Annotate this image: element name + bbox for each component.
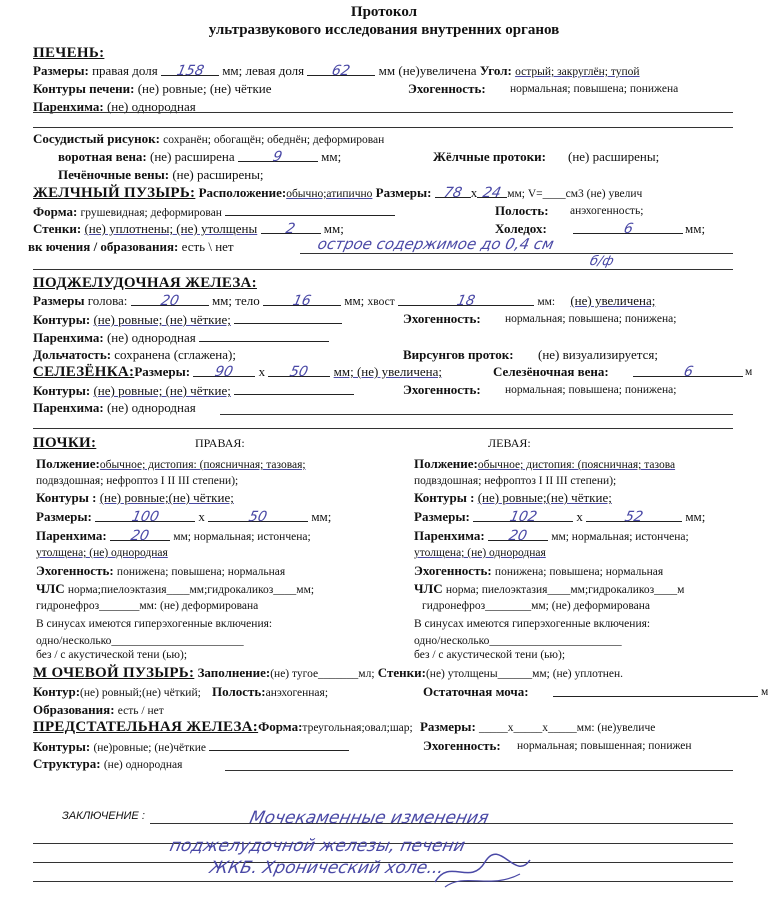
gb-walls-value: 2 — [284, 221, 297, 237]
choledoch-value: 6 — [621, 221, 635, 237]
spleen-parenchyma-options: (не) однородная — [106, 400, 196, 415]
liver-heading: ПЕЧЕНЬ: — [33, 45, 105, 61]
lk-size-a: 102 — [508, 509, 539, 525]
lk-contours-label: Контуры : — [414, 490, 475, 505]
gb-shape-label: Форма: — [33, 204, 78, 219]
lk-sinus: В синусах имеются гиперэхогенные включения: — [414, 618, 651, 630]
liver-contours-label: Контуры печени: — [33, 81, 135, 96]
lk-position-options: обычное; дистопия: (поясничная; тазова — [477, 459, 676, 471]
pancreas-head-label: голова: — [87, 293, 128, 308]
prostate-row — [33, 718, 768, 736]
wirsung-options: (не) визуализируется; — [538, 347, 658, 362]
mm-unit: мм; — [311, 509, 332, 524]
pancreas-heading: ПОДЖЕЛУДОЧНАЯ ЖЕЛЕЗА: — [33, 275, 257, 291]
bladder-formations-options: есть / нет — [117, 705, 164, 717]
pancreas-echo-label: Эхогенность: — [403, 311, 481, 326]
bladder-walls-options: (не) утолщены______мм; (не) уплотнен. — [425, 668, 624, 680]
lk-sinus-2: одно/несколько_______________________ — [414, 635, 622, 647]
gb-size-label: Размеры: — [375, 185, 432, 200]
portal-label: воротная вена: — [58, 149, 147, 164]
pancreas-lobularity-row — [33, 346, 768, 364]
pancreas-contours-options: (не) ровные; (не) чёткие; — [93, 312, 231, 327]
right-lobe-value: 158 — [174, 63, 205, 79]
spleen-echo-options: нормальная; повышена; понижена; — [505, 384, 677, 396]
pancreas-body-label: тело — [235, 293, 260, 308]
rk-position-line2: подвздошная; нефроптоз I II III степени); — [36, 475, 239, 487]
mm-unit: мм; — [685, 509, 706, 524]
lk-contours-options: (не) ровные;(не) чёткие; — [477, 490, 612, 505]
liver-echo-options: нормальная; повышена; понижена — [510, 83, 679, 95]
pancreas-head-field[interactable] — [131, 292, 209, 309]
lk-echo-row — [414, 562, 768, 580]
right-lobe-field[interactable] — [161, 62, 219, 79]
kidney-left-label: ЛЕВАЯ: — [488, 436, 531, 450]
bladder-fill-label: Заполнение: — [197, 665, 271, 680]
gb-size-b-field[interactable] — [477, 184, 507, 201]
mm-unit: мм; — [222, 63, 243, 78]
spleen-size-a: 90 — [213, 364, 235, 380]
rk-contours-options: (не) ровные;(не) чёткие; — [99, 490, 234, 505]
prostate-contours-row — [33, 737, 768, 755]
hepatic-options: (не) расширены; — [172, 167, 264, 182]
rk-hydro: гидронефроз_______мм: (не) деформирована — [36, 600, 259, 612]
prostate-contours-options: (не)ровные; (не)чёткие — [93, 742, 207, 754]
rk-contours-label: Контуры : — [36, 490, 97, 505]
pancreas-size-label: Размеры — [33, 293, 85, 308]
lk-parenchyma-line2: утолщена; (не) однородная — [414, 547, 546, 559]
gb-volume: мм; V=____см3 (не) увелич — [507, 188, 643, 200]
lobularity-options: сохранена (сглажена); — [114, 347, 236, 362]
liver-parenchyma-options: (не) однородная — [106, 99, 196, 114]
spleen-contours-options: (не) ровные; (не) чёткие; — [93, 383, 231, 398]
rk-cls-label: ЧЛС — [36, 581, 65, 596]
signature-scribble — [430, 852, 540, 892]
rk-position-options: обычное; дистопия: (поясничная; тазовая; — [99, 459, 306, 471]
angle-options: острый; закруглён; тупой — [515, 66, 640, 78]
conclusion-line-1: Мочекаменные изменения — [247, 808, 491, 828]
hepatic-label: Печёночные вены: — [58, 167, 170, 182]
lk-size-a-field[interactable] — [473, 508, 573, 525]
pancreas-parenchyma-row — [33, 328, 768, 346]
mm-unit: м — [745, 366, 753, 378]
x-sign: х — [198, 509, 205, 524]
prostate-heading: ПРЕДСТАТЕЛЬНАЯ ЖЕЛЕЗА: — [33, 719, 259, 735]
rk-sinus-3: без / с акустической тени (ью); — [36, 649, 188, 661]
lk-parenchyma-line2-row — [414, 544, 768, 562]
lk-echo-label: Эхогенность: — [414, 563, 492, 578]
portal-options: (не) расширена — [150, 149, 235, 164]
spleen-vein-label: Селезёночная вена: — [493, 364, 609, 379]
rk-size-b-field[interactable] — [208, 508, 308, 525]
rk-parenchyma-label: Паренхима: — [36, 528, 107, 543]
prostate-shape-options: треугольная;овал;шар; — [302, 722, 413, 734]
mm-unit: мм: — [537, 296, 556, 308]
liver-size-row — [33, 62, 768, 80]
pancreas-tail-label: хвост — [367, 296, 395, 308]
liver-enlarged: мм (не)увеличена — [378, 63, 477, 78]
prostate-structure-label: Структура: — [33, 756, 101, 771]
bile-label: Жёлчные протоки: — [433, 149, 546, 164]
spleen-size-a-field[interactable] — [193, 363, 255, 380]
liver-echo-label: Эхогенность: — [408, 81, 486, 96]
rk-size-a: 100 — [130, 509, 161, 525]
liver-contours-row — [33, 80, 768, 98]
lk-position-row — [414, 455, 768, 473]
lk-size-row — [414, 508, 768, 526]
pancreas-body-value: 16 — [291, 293, 313, 309]
bladder-contour-options: (не) ровный;(не) чёткий; — [80, 687, 201, 699]
right-lobe-label: правая доля — [92, 63, 158, 78]
x-sign: х — [576, 509, 583, 524]
spleen-enlarged: мм; (не) увеличена; — [333, 364, 443, 379]
rk-sinus-2: одно/несколько_______________________ — [36, 635, 244, 647]
lobularity-label: Дольчатость: — [33, 347, 112, 362]
portal-value: 9 — [271, 149, 285, 165]
bladder-contour-label: Контур: — [33, 684, 81, 699]
rk-size-b: 50 — [247, 509, 269, 525]
gb-size-a: 78 — [442, 185, 464, 201]
spleen-size-b-field[interactable] — [268, 363, 330, 380]
gb-inclusions-note-1: острое содержимое до 0,4 см — [316, 235, 556, 253]
rk-parenchyma-line2: утолщена; (не) однородная — [36, 547, 168, 559]
bladder-contour-row — [33, 683, 768, 701]
pancreas-parenchyma-label: Паренхима: — [33, 330, 104, 345]
page-subtitle: ультразвукового исследования внутренних органов — [208, 22, 560, 38]
pancreas-enlarged: (не) увеличена; — [570, 293, 656, 308]
bladder-row — [33, 664, 768, 682]
prostate-contours-field[interactable] — [209, 737, 349, 751]
pancreas-size-row — [33, 292, 768, 310]
vascular-label: Сосудистый рисунок: — [33, 131, 160, 146]
spleen-vein-field[interactable] — [633, 363, 743, 380]
spleen-heading: СЕЛЕЗЁНКА: — [33, 364, 135, 380]
choledoch-label: Холедох: — [495, 221, 547, 236]
rk-position-label: Полжение: — [36, 456, 100, 471]
bladder-cavity-options: анэхогенная; — [265, 687, 329, 699]
gb-shape-field[interactable] — [225, 202, 395, 216]
gb-shape-row — [33, 202, 768, 220]
lk-parenchyma-options: мм; нормальная; истончена; — [551, 531, 689, 543]
gb-shape-options: грушевидная; деформирован — [80, 207, 222, 219]
pancreas-parenchyma-options: (не) однородная — [106, 330, 196, 345]
lk-echo-options: понижена; повышена; нормальная — [494, 566, 664, 578]
lk-hydro: гидронефроз________мм; (не) деформирована — [422, 600, 650, 612]
bladder-heading: М ОЧЕВОЙ ПУЗЫРЬ: — [33, 665, 195, 681]
prostate-contours-label: Контуры: — [33, 739, 91, 754]
bile-options: (не) расширены; — [568, 149, 660, 164]
rk-echo-options: понижена; повышена; нормальная — [116, 566, 286, 578]
spleen-size-row — [33, 363, 768, 381]
pancreas-contours-label: Контуры: — [33, 312, 91, 327]
prostate-shape-label: Форма: — [258, 719, 303, 734]
conclusion-line-3: ЖКБ. Хронический холе... — [207, 858, 446, 878]
choledoch-field[interactable] — [573, 220, 683, 237]
angle-label: Угол: — [479, 63, 512, 78]
kidneys-heading-row — [33, 434, 768, 452]
liver-size-label: Размеры: — [33, 63, 89, 78]
kidneys-heading: ПОЧКИ: — [33, 435, 97, 451]
residual-unit: м — [761, 686, 768, 698]
prostate-size-label: Размеры: — [419, 719, 476, 734]
liver-heading-row — [33, 44, 768, 62]
rk-parenchyma-value: 20 — [129, 528, 151, 544]
pancreas-contours-field[interactable] — [234, 310, 342, 324]
spleen-echo-label: Эхогенность: — [403, 382, 481, 397]
hepatic-row — [58, 166, 768, 184]
gb-cavity-label: Полость: — [495, 203, 549, 218]
rk-echo-label: Эхогенность: — [36, 563, 114, 578]
lk-cls-label: ЧЛС — [414, 581, 443, 596]
gb-location-label: Расположение: — [198, 185, 287, 200]
gb-location-options: обычно;атипично — [286, 188, 373, 200]
left-lobe-field[interactable] — [307, 62, 375, 79]
left-lobe-label: левая доля — [245, 63, 305, 78]
gb-inclusions-label: вк ючения / образования: — [28, 239, 179, 254]
liver-contours-options: (не) ровные; (не) чёткие — [137, 81, 272, 96]
lk-size-b-field[interactable] — [586, 508, 682, 525]
bladder-formations-label: Образования: — [33, 702, 115, 717]
lk-size-b: 52 — [623, 509, 645, 525]
gallbladder-heading: ЖЕЛЧНЫЙ ПУЗЫРЬ: — [33, 185, 196, 201]
rk-size-a-field[interactable] — [95, 508, 195, 525]
mm-unit: мм; — [323, 221, 344, 236]
spleen-size-b: 50 — [288, 364, 310, 380]
gallbladder-row — [33, 184, 768, 202]
pancreas-tail-value: 18 — [455, 293, 477, 309]
pancreas-head-value: 20 — [159, 293, 181, 309]
gb-size-b: 24 — [481, 185, 503, 201]
kidney-right-label: ПРАВАЯ: — [195, 436, 245, 450]
bladder-walls-label: Стенки: — [377, 665, 426, 680]
bladder-formations-row — [33, 701, 768, 719]
lk-cls-options: норма; пиелоэктазия____мм;гидрокаликоз____м — [445, 584, 685, 596]
mm-unit: мм; — [344, 293, 365, 308]
prostate-echo-label: Эхогенность: — [423, 738, 501, 753]
lk-position-label: Полжение: — [414, 456, 478, 471]
prostate-echo-options: нормальная; повышенная; понижен — [517, 740, 692, 752]
pancreas-contours-row — [33, 310, 768, 328]
pancreas-echo-options: нормальная; повышена; понижена; — [505, 313, 677, 325]
liver-parenchyma-row — [33, 98, 768, 116]
lk-parenchyma-field[interactable] — [488, 527, 548, 544]
rk-sinus: В синусах имеются гиперэхогенные включения: — [36, 618, 273, 630]
pancreas-parenchyma-field[interactable] — [199, 328, 329, 342]
gb-walls-options: (не) уплотнены; (не) утолщены — [84, 221, 258, 236]
lk-size-label: Размеры: — [414, 509, 470, 524]
vascular-row — [33, 130, 768, 148]
rk-size-label: Размеры: — [36, 509, 92, 524]
lk-sinus-3: без / с акустической тени (ью); — [414, 649, 566, 661]
pancreas-heading-row — [33, 274, 768, 292]
lk-cls-row — [414, 580, 768, 598]
portal-row — [58, 148, 768, 166]
residual-label: Остаточная моча: — [423, 684, 529, 699]
bladder-cavity-label: Полость: — [212, 684, 266, 699]
gb-inclusions-options: есть \ нет — [181, 239, 234, 254]
left-lobe-value: 62 — [330, 63, 353, 79]
rk-cls-options: норма;пиелоэктазия____мм;гидрокаликоз____мм; — [67, 584, 315, 596]
x-sign: х — [258, 364, 266, 379]
spleen-contours-label: Контуры: — [33, 383, 91, 398]
pancreas-body-field[interactable] — [263, 292, 341, 309]
spleen-contours-row — [33, 381, 768, 399]
gb-walls-field[interactable] — [261, 220, 321, 237]
prostate-size-options: _____х_____х_____мм: (не)увеличе — [479, 722, 656, 734]
lk-position-line2: подвздошная; нефроптоз I II III степени); — [414, 475, 617, 487]
spleen-parenchyma-label: Паренхима: — [33, 400, 104, 415]
conclusion-line-2: поджелудочной железы, печени — [167, 836, 467, 856]
lk-parenchyma-label: Паренхима: — [414, 528, 485, 543]
prostate-structure-options: (не) однородная — [103, 759, 183, 771]
pancreas-tail-field[interactable] — [398, 292, 534, 309]
mm-unit: мм; — [685, 221, 706, 236]
wirsung-label: Вирсунгов проток: — [403, 347, 514, 362]
rk-parenchyma-options: мм; нормальная; истончена; — [173, 531, 311, 543]
gb-size-a-field[interactable] — [435, 184, 471, 201]
lk-parenchyma-row — [414, 527, 768, 545]
bladder-fill-options: (не) тугое_______мл; — [270, 668, 375, 680]
spleen-size-label: Размеры: — [134, 364, 191, 379]
lk-contours-row — [414, 489, 768, 507]
gb-cavity-options: анэхогенность; — [570, 205, 644, 217]
page-title: Протокол — [350, 4, 418, 20]
conclusion-label: ЗАКЛЮЧЕНИЕ : — [62, 810, 145, 822]
mm-unit: мм; — [321, 149, 342, 164]
liver-parenchyma-label: Паренхима: — [33, 99, 104, 114]
gb-inclusions-note-2: б/ф — [588, 254, 616, 269]
vascular-options: сохранён; обогащён; обеднён; деформирован — [163, 134, 385, 146]
mm-unit: мм; — [211, 293, 233, 308]
spleen-vein-value: 6 — [681, 364, 695, 380]
residual-field[interactable] — [553, 683, 758, 697]
spleen-contours-field[interactable] — [234, 381, 354, 395]
lk-parenchyma-value: 20 — [507, 528, 529, 544]
portal-field[interactable] — [238, 148, 318, 165]
gb-walls-label: Стенки: — [33, 221, 82, 236]
rk-parenchyma-field[interactable] — [110, 527, 170, 544]
x-sign: х — [470, 185, 478, 200]
